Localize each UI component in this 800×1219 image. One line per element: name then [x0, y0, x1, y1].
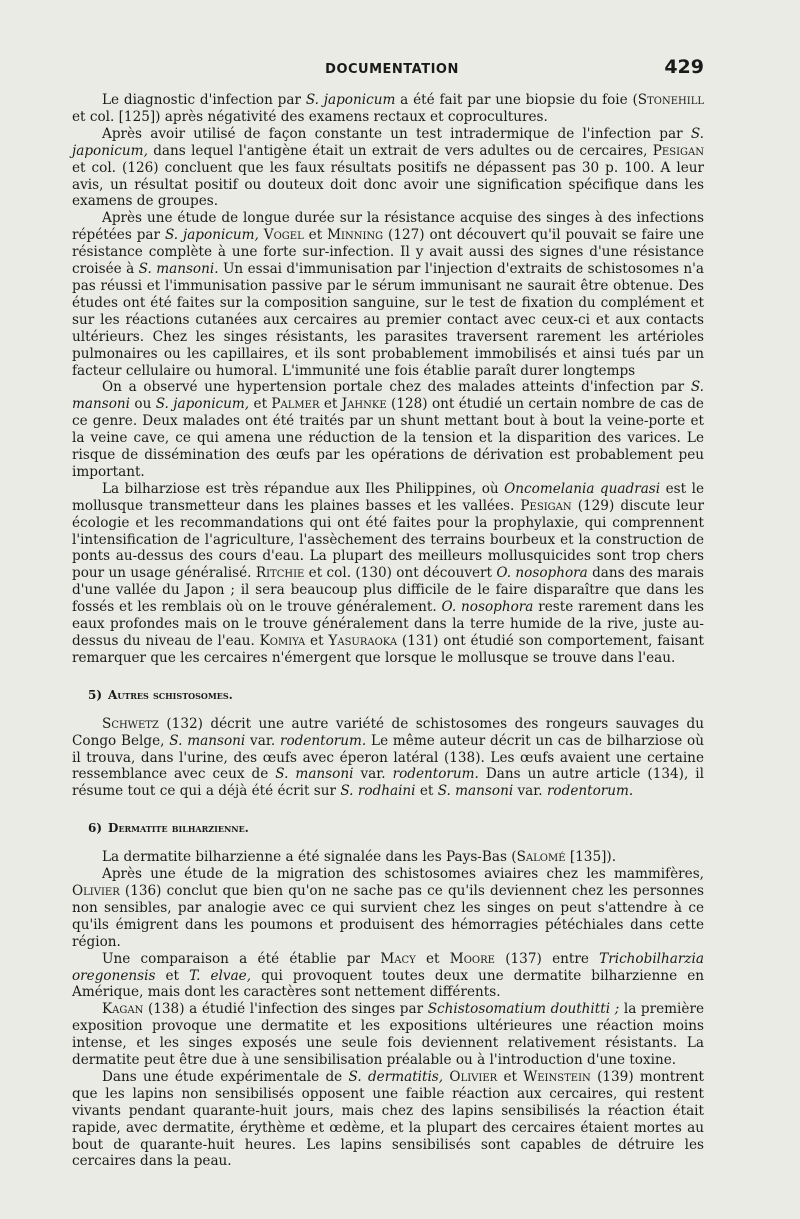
paragraph-6: Schwetz (132) décrit une autre variété de schistosomes des rongeurs sauvages du Congo Belge, S. mansoni var. rodentorum. Le même auteur décrit un cas de bilharziose où il trouva, dans l'urine, des œufs avec éperon latéral (138). Les œufs avaient une certaine ressemblance avec ceux de S. mansoni var. rodentorum. Dans un autre article (134), il résume tout ce qui a déjà été écrit sur S. rodhaini et S. mansoni var. rodentorum. [72, 715, 704, 800]
paragraph-5: La bilharziose est très répandue aux Iles Philippines, où Oncomelania quadrasi est le mollusque transmetteur dans les plaines basses et les vallées. Pesigan (129) discute leur écologie et les recommandations qui ont été faites pour la prophylaxie, qui comprennent l'intensification de l'agriculture, l'assèchement des terrains bourbeux et la construction de ponts au-dessus des cours d'eau. La plupart des meilleurs mollusquicides sont trop chers pour un usage généralisé. Ritchie et col. (130) ont découvert O. nosophora dans des marais d'une vallée du Japon ; il sera beaucoup plus difficile de le faire disparaître que dans les fossés et les remblais où on le trouve généralement. O. nosophora reste rarement dans les eaux profondes mais on le trouve généralement dans la terre humide de la rive, juste au-dessus du niveau de l'eau. Komiya et Yasuraoka (131) ont étudié son comportement, faisant remarquer que les cercaires n'émergent que lorsque le mollusque se trouve dans l'eau. [72, 480, 704, 666]
author-name: Macy [380, 950, 416, 967]
author-name: Pesigan [652, 142, 704, 159]
paragraph-4: On a observé une hypertension portale chez des malades atteints d'infection par S. mansoni ou S. japonicum, et Palmer et Jahnke (128) ont étudié un certain nombre de cas de ce genre. Deux malades ont été traités par un shunt mettant bout à bout la veine-porte et la veine cave, ce qui amena une réduction de la tension et la disparition des varices. Le risque de dissémination des œufs par les opérations de dérivation est probablement peu important. [72, 379, 704, 480]
author-name: Moore [449, 950, 495, 967]
section-heading-6: 6) Dermatite bilharzienne. [88, 821, 249, 836]
page-header [72, 56, 712, 86]
author-name: Komiya [259, 633, 306, 649]
author-name: Schwetz [102, 715, 159, 732]
author-name: Weinstein [523, 1068, 591, 1085]
author-name: Palmer [271, 396, 320, 413]
author-name: Minning [327, 227, 384, 244]
author-name: Jahnke [341, 396, 387, 413]
author-name: Yasuraoka [328, 633, 398, 649]
author-name: Vogel [263, 227, 304, 244]
author-name: Stonehill [637, 92, 704, 108]
running-title: DOCUMENTATION [325, 62, 459, 77]
section-heading-5: 5) Autres schistosomes. [88, 687, 233, 702]
paragraph-11: Dans une étude expérimentale de S. dermatitis, Olivier et Weinstein (139) montrent que les lapins non sensibilisés opposent une faible réaction aux cercaires, qui restent vivants pendant quarante-huit jours, mais chez des lapins sensibilisés la réaction était rapide, avec dermatite, érythème et œdème, et la plupart des cercaires étaient mortes au bout de quarante-huit heures. Les lapins sensibilisés sont capables de détruire les cercaires dans la peau. [72, 1068, 704, 1170]
body-text [72, 92, 704, 1170]
author-name: Ritchie [255, 565, 305, 582]
author-name: Olivier [449, 1068, 498, 1085]
paragraph-9: Une comparaison a été établie par Macy et Moore (137) entre Trichobilharzia oregonensis et T. elvae, qui provoquent toutes deux une dermatite bilharzienne en Amérique, mais dont les caractères sont nettement différents. [72, 950, 704, 1001]
paragraph-10: Kagan (138) a étudié l'infection des singes par Schistosomatium douthitti ; la première exposition provoque une dermatite et les expositions ultérieures une réaction moins intense, et les singes exposés une seule fois deviennent relativement résistants. La dermatite peut être due à une sensibilisation préalable ou à l'introduction d'une toxine. [72, 1001, 704, 1069]
page-number: 429 [664, 56, 704, 78]
paragraph-2: Après avoir utilisé de façon constante un test intradermique de l'infection par S. japonicum, dans lequel l'antigène était un extrait de vers adultes ou de cercaires, Pesigan et col. (126) concluent que les faux résultats positifs ne dépassent pas 30 p. 100. A leur avis, un résultat positif ou douteux doit donc avoir une signification spécifique dans les examens de groupes. [72, 125, 704, 210]
paragraph-1: Le diagnostic d'infection par S. japonicum a été fait par une biopsie du foie (Stonehill et col. [125]) après négativité des examens rectaux et coprocultures. [72, 92, 704, 125]
author-name: Pesigan [520, 497, 572, 514]
author-name: Salomé [516, 849, 566, 866]
author-name: Kagan [102, 1001, 144, 1018]
paragraph-3: Après une étude de longue durée sur la résistance acquise des singes à des infections répétées par S. japonicum, Vogel et Minning (127) ont découvert qu'il pouvait se faire une résistance complète à une forte sur-infection. Il y avait aussi des signes d'une résistance croisée à S. mansoni. Un essai d'immunisation par l'injection d'extraits de schistosomes n'a pas réussi et l'immunisation passive par le sérum immunisant ne saurait être obtenue. Des études ont été faites sur la composition sanguine, sur le test de fixation du complément et sur les réactions cutanées aux cercaires au premier contact avec ceux-ci et aux contacts ultérieurs. Chez les singes résistants, les parasites traversent rarement les artérioles pulmonaires ou les capillaires, et ils sont probablement immobilisés et ainsi tués par un facteur cellulaire ou humoral. L'immunité une fois établie paraît durer longtemps [72, 210, 705, 379]
paragraph-7: La dermatite bilharzienne a été signalée dans les Pays-Bas (Salomé [135]). [102, 849, 617, 866]
paragraph-8: Après une étude de la migration des schistosomes aviaires chez les mammifères, Olivier (136) conclut que bien qu'on ne sache pas ce qu'ils deviennent chez les personnes non sensibles, par analogie avec ce qui survient chez les singes on peut s'attendre à ce qu'ils émigrent dans les poumons et produisent des hémorragies pétéchiales dans cette région. [72, 866, 704, 950]
author-name: Olivier [72, 882, 120, 899]
